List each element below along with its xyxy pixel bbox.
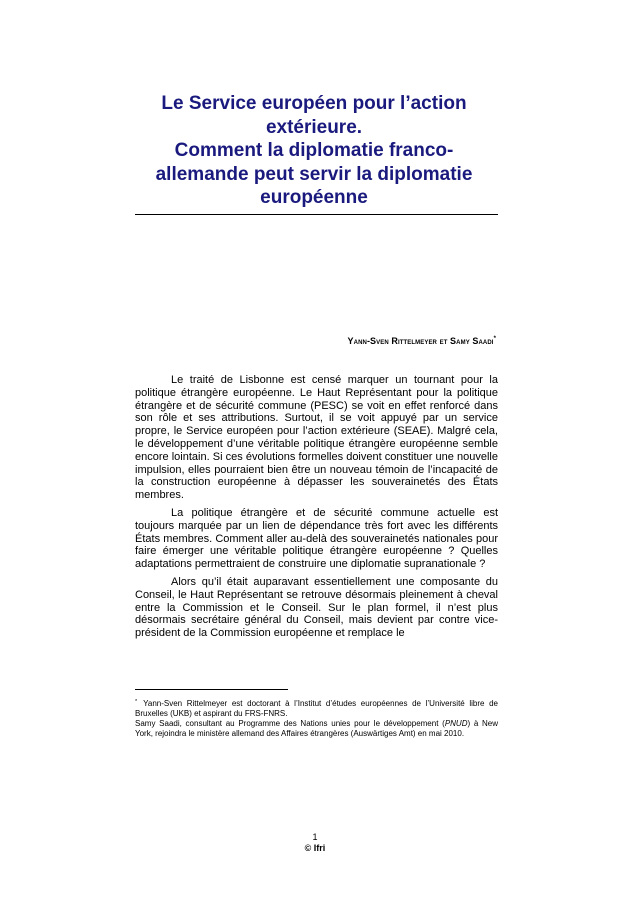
page-number: 1 (312, 832, 318, 842)
body-paragraph: Le traité de Lisbonne est censé marquer un tournant pour la politique étrangère européenne. Le Haut Représentant pour la politique étrangère et de sécurité commune (PESC) se voit en effet renforcé dans son rôle et ses attributions. Surtout, il se voit appuyé par un service propre, le Service européen pour l’action extérieure (SEAE). Malgré cela, le développement d’une véritable politique étrangère européenne semble encore lointain. Si ces évolutions formelles doivent constituer une nouvelle impulsion, elles pourraient bien être un nouveau témoin de l’incapacité de la construction européenne à dépasser les souverainetés des États membres. (135, 374, 498, 502)
title-underline-divider (135, 214, 498, 215)
author-byline (138, 336, 496, 346)
footnote-marker: * (135, 699, 138, 705)
title-line-1: Le Service européen pour l’action (161, 93, 467, 114)
footnote-2-text-end: ) à New York, rejoindra le ministère allemand des Affaires étrangères (Auswärtiges Amt) en mai 2010. (135, 719, 499, 738)
footnotes (135, 697, 498, 739)
footnote-1-text: Yann-Sven Rittelmeyer est doctorant à l’Institut d’études européennes de l’Université libre de Bruxelles (UKB) et aspirant du FRS-FNRS. (135, 699, 498, 718)
footnote-2-text-start: Samy Saadi, consultant au Programme des Nations unies pour le développement ( (135, 719, 445, 728)
footnote-2-pnud: PNUD (444, 719, 468, 728)
author-names: Yann-Sven Rittelmeyer et Samy Saadi (347, 336, 494, 346)
footnote-divider (135, 689, 288, 690)
document-title (130, 92, 498, 210)
body-paragraph: La politique étrangère et de sécurité commune actuelle est toujours marquée par un lien de dépendance très fort avec les différents États membres. Comment aller au-delà des souverainetés nationales pour faire émerger une véritable politique étrangère européenne ? Quelles adaptations permettraient de construire une diplomatie supranationale ? (135, 506, 498, 571)
title-line-2: extérieure. (265, 116, 363, 138)
body-paragraph: Alors qu’il était auparavant essentiellement une composante du Conseil, le Haut Représentant se retrouve désormais pleinement à cheval entre la Commission et le Conseil. Sur le plan formel, il n’est plus désormais secrétaire général du Conseil, mais devient par contre vice-président de la Commission européenne et remplace le (135, 575, 498, 640)
author-footnote-marker: * (493, 336, 496, 342)
copyright-notice: © Ifri (304, 843, 326, 853)
page-footer (0, 832, 630, 854)
footnote-2 (135, 719, 498, 739)
title-line-5: européenne (260, 187, 368, 208)
title-line-3: Comment la diplomatie franco- (174, 140, 454, 161)
footnote-1 (135, 697, 498, 719)
title-line-4: allemande peut servir la diplomatie (155, 163, 473, 185)
body-text (135, 374, 498, 645)
